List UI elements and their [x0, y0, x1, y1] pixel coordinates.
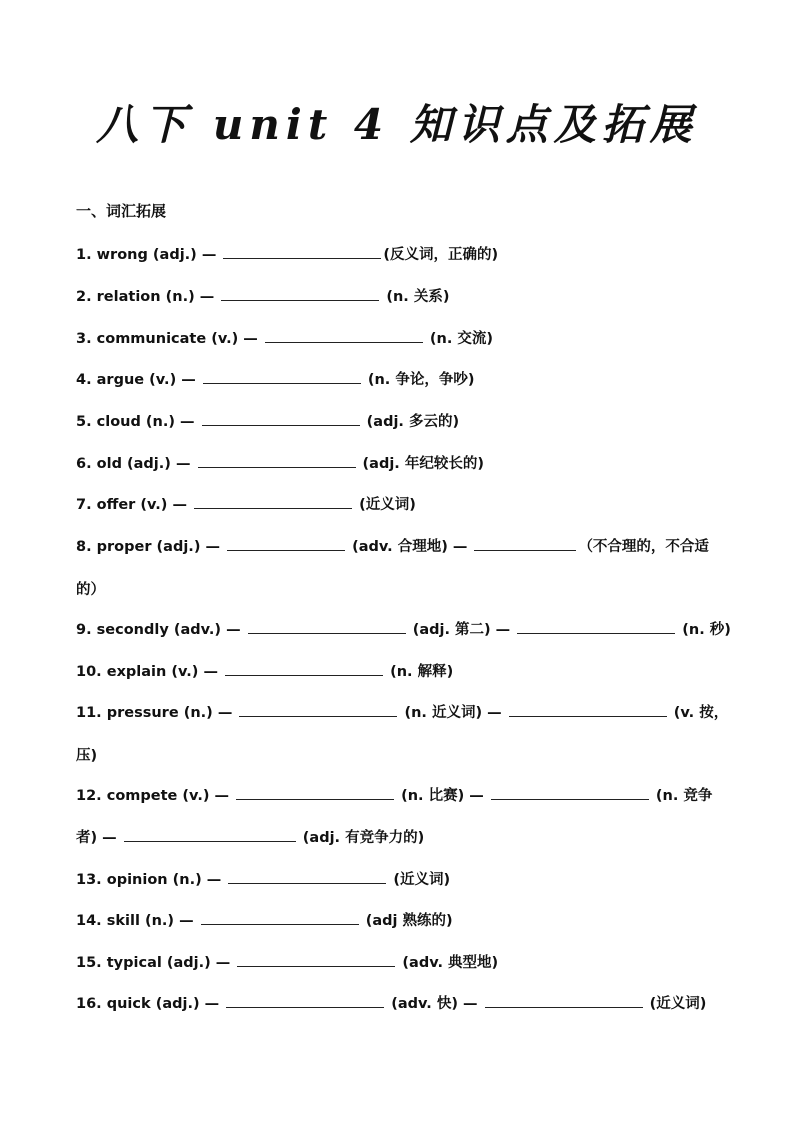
answer-blank[interactable]: [491, 783, 649, 800]
list-item: 10. explain (v.) — (n. 解释): [76, 659, 453, 683]
section-heading: 一、词汇拓展: [76, 202, 167, 220]
answer-blank[interactable]: [194, 492, 352, 509]
answer-blank[interactable]: [517, 617, 675, 634]
answer-blank[interactable]: [202, 409, 360, 426]
list-item: 9. secondly (adv.) — (adj. 第二) — (n. 秒): [76, 617, 731, 641]
answer-blank[interactable]: [474, 534, 576, 551]
answer-blank[interactable]: [237, 950, 395, 967]
list-item: 3. communicate (v.) — (n. 交流): [76, 326, 493, 350]
answer-blank[interactable]: [485, 991, 643, 1008]
answer-blank[interactable]: [225, 659, 383, 676]
answer-blank[interactable]: [221, 284, 379, 301]
answer-blank[interactable]: [226, 991, 384, 1008]
list-item: 14. skill (n.) — (adj 熟练的): [76, 908, 453, 932]
list-item: 2. relation (n.) — (n. 关系): [76, 284, 450, 308]
answer-blank[interactable]: [203, 367, 361, 384]
answer-blank[interactable]: [248, 617, 406, 634]
list-item: 5. cloud (n.) — (adj. 多云的): [76, 409, 459, 433]
answer-blank[interactable]: [223, 242, 381, 259]
list-item: 4. argue (v.) — (n. 争论，争吵): [76, 367, 474, 391]
list-item-continuation: 者) — (adj. 有竞争力的): [76, 825, 424, 849]
answer-blank[interactable]: [227, 534, 345, 551]
list-item: 15. typical (adj.) — (adv. 典型地): [76, 950, 498, 974]
answer-blank[interactable]: [236, 783, 394, 800]
answer-blank[interactable]: [265, 326, 423, 343]
answer-blank[interactable]: [124, 825, 296, 842]
answer-blank[interactable]: [228, 867, 386, 884]
answer-blank[interactable]: [198, 451, 356, 468]
list-item: 16. quick (adj.) — (adv. 快) — (近义词): [76, 991, 706, 1015]
list-item: 13. opinion (n.) — (近义词): [76, 867, 450, 891]
answer-blank[interactable]: [509, 700, 667, 717]
list-item: 6. old (adj.) — (adj. 年纪较长的): [76, 451, 484, 475]
list-item: 12. compete (v.) — (n. 比赛) — (n. 竞争: [76, 783, 712, 807]
list-item-continuation: 的）: [76, 582, 105, 598]
answer-blank[interactable]: [201, 908, 359, 925]
answer-blank[interactable]: [239, 700, 397, 717]
page-title: 八下 unit 4 知识点及拓展: [96, 100, 698, 149]
list-item: 8. proper (adj.) — (adv. 合理地) — （不合理的，不合适: [76, 534, 709, 558]
list-item: 7. offer (v.) — (近义词): [76, 492, 416, 516]
list-item: 1. wrong (adj.) — (反义词，正确的): [76, 242, 498, 266]
list-item: 11. pressure (n.) — (n. 近义词) — (v. 按，: [76, 700, 728, 724]
list-item-continuation: 压): [76, 748, 98, 764]
